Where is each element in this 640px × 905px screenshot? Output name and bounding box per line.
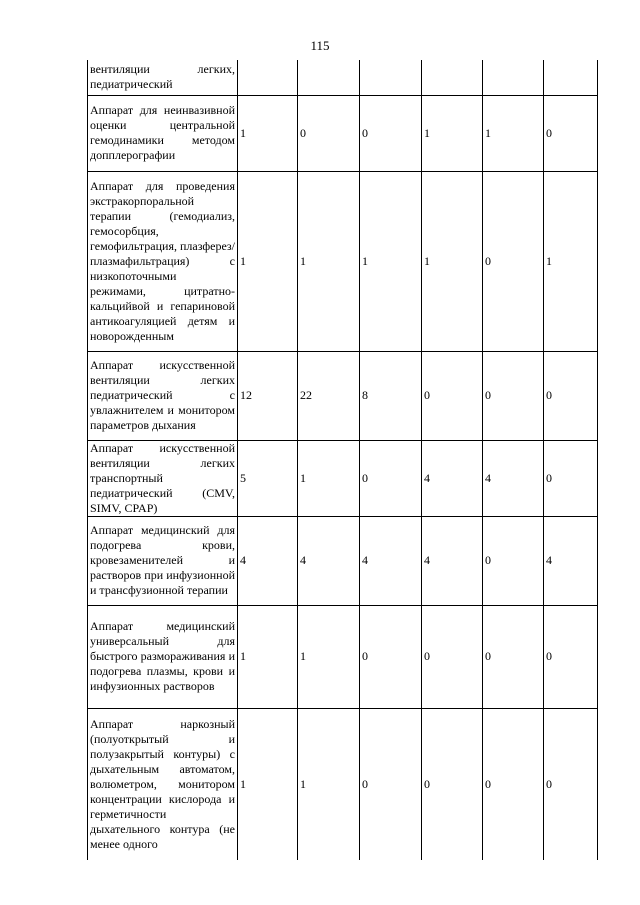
value-cell: 0 [544, 440, 598, 516]
value-cell: 0 [422, 605, 483, 708]
value-cell: 0 [360, 95, 422, 171]
equipment-name-cell: Аппарат для проведения экстракорпоральной терапии (гемодиализ, гемосорбция, гемофильтрация, плазферез/плазмафильтрация) с низкопоточными режимами, цитратно-кальцийвой и гепариновой антикоагуляцией детям и новорожденным [88, 171, 238, 351]
value-cell: 0 [544, 95, 598, 171]
table-row [88, 440, 598, 516]
value-cell: 4 [238, 516, 298, 605]
value-cell [483, 60, 544, 95]
value-cell: 1 [238, 171, 298, 351]
equipment-name-cell: Аппарат медицинский для подогрева крови, кровезаменителей и растворов при инфузионной и трансфузионной терапии [88, 516, 238, 605]
value-cell: 1 [483, 95, 544, 171]
value-cell: 1 [238, 95, 298, 171]
value-cell: 1 [238, 708, 298, 860]
value-cell: 22 [298, 351, 360, 440]
table-row [88, 351, 598, 440]
value-cell: 0 [422, 351, 483, 440]
table-row [88, 605, 598, 708]
value-cell: 0 [544, 708, 598, 860]
value-cell: 4 [422, 516, 483, 605]
value-cell: 8 [360, 351, 422, 440]
value-cell: 1 [422, 95, 483, 171]
value-cell: 1 [360, 171, 422, 351]
value-cell: 0 [298, 95, 360, 171]
value-cell: 5 [238, 440, 298, 516]
value-cell [544, 60, 598, 95]
table-row [88, 171, 598, 351]
value-cell: 0 [360, 708, 422, 860]
value-cell: 0 [544, 605, 598, 708]
equipment-name-cell: Аппарат для неинвазивной оценки центральной гемодинамики методом допплерографии [88, 95, 238, 171]
value-cell [298, 60, 360, 95]
equipment-name-cell: вентиляции легких, педиатрический [88, 60, 238, 95]
value-cell: 4 [422, 440, 483, 516]
value-cell: 0 [422, 708, 483, 860]
value-cell: 0 [483, 516, 544, 605]
value-cell [360, 60, 422, 95]
value-cell: 1 [422, 171, 483, 351]
value-cell: 0 [360, 440, 422, 516]
value-cell: 1 [298, 605, 360, 708]
table-row [88, 708, 598, 860]
page-number: 115 [310, 38, 330, 53]
equipment-table [87, 60, 598, 860]
value-cell: 12 [238, 351, 298, 440]
value-cell [422, 60, 483, 95]
value-cell: 1 [298, 440, 360, 516]
value-cell: 4 [483, 440, 544, 516]
value-cell: 0 [360, 605, 422, 708]
value-cell [238, 60, 298, 95]
value-cell: 0 [483, 351, 544, 440]
value-cell: 0 [483, 605, 544, 708]
equipment-name-cell: Аппарат искусственной вентиляции легких транспортный педиатрический (CMV, SIMV, CPAP) [88, 440, 238, 516]
value-cell: 1 [238, 605, 298, 708]
value-cell: 1 [298, 171, 360, 351]
table-row [88, 516, 598, 605]
value-cell: 4 [544, 516, 598, 605]
value-cell: 0 [483, 708, 544, 860]
value-cell: 1 [544, 171, 598, 351]
value-cell: 4 [360, 516, 422, 605]
equipment-name-cell: Аппарат искусственной вентиляции легких педиатрический с увлажнителем и монитором параметров дыхания [88, 351, 238, 440]
equipment-name-cell: Аппарат наркозный (полуоткрытый и полузакрытый контуры) с дыхательным автоматом, волюметром, монитором концентрации кислорода и герметичности дыхательного контура (не менее одного [88, 708, 238, 860]
table-row [88, 95, 598, 171]
value-cell: 1 [298, 708, 360, 860]
value-cell: 0 [544, 351, 598, 440]
value-cell: 0 [483, 171, 544, 351]
value-cell: 4 [298, 516, 360, 605]
equipment-name-cell: Аппарат медицинский универсальный для быстрого размораживания и подогрева плазмы, крови и инфузионных растворов [88, 605, 238, 708]
table-row [88, 60, 598, 95]
